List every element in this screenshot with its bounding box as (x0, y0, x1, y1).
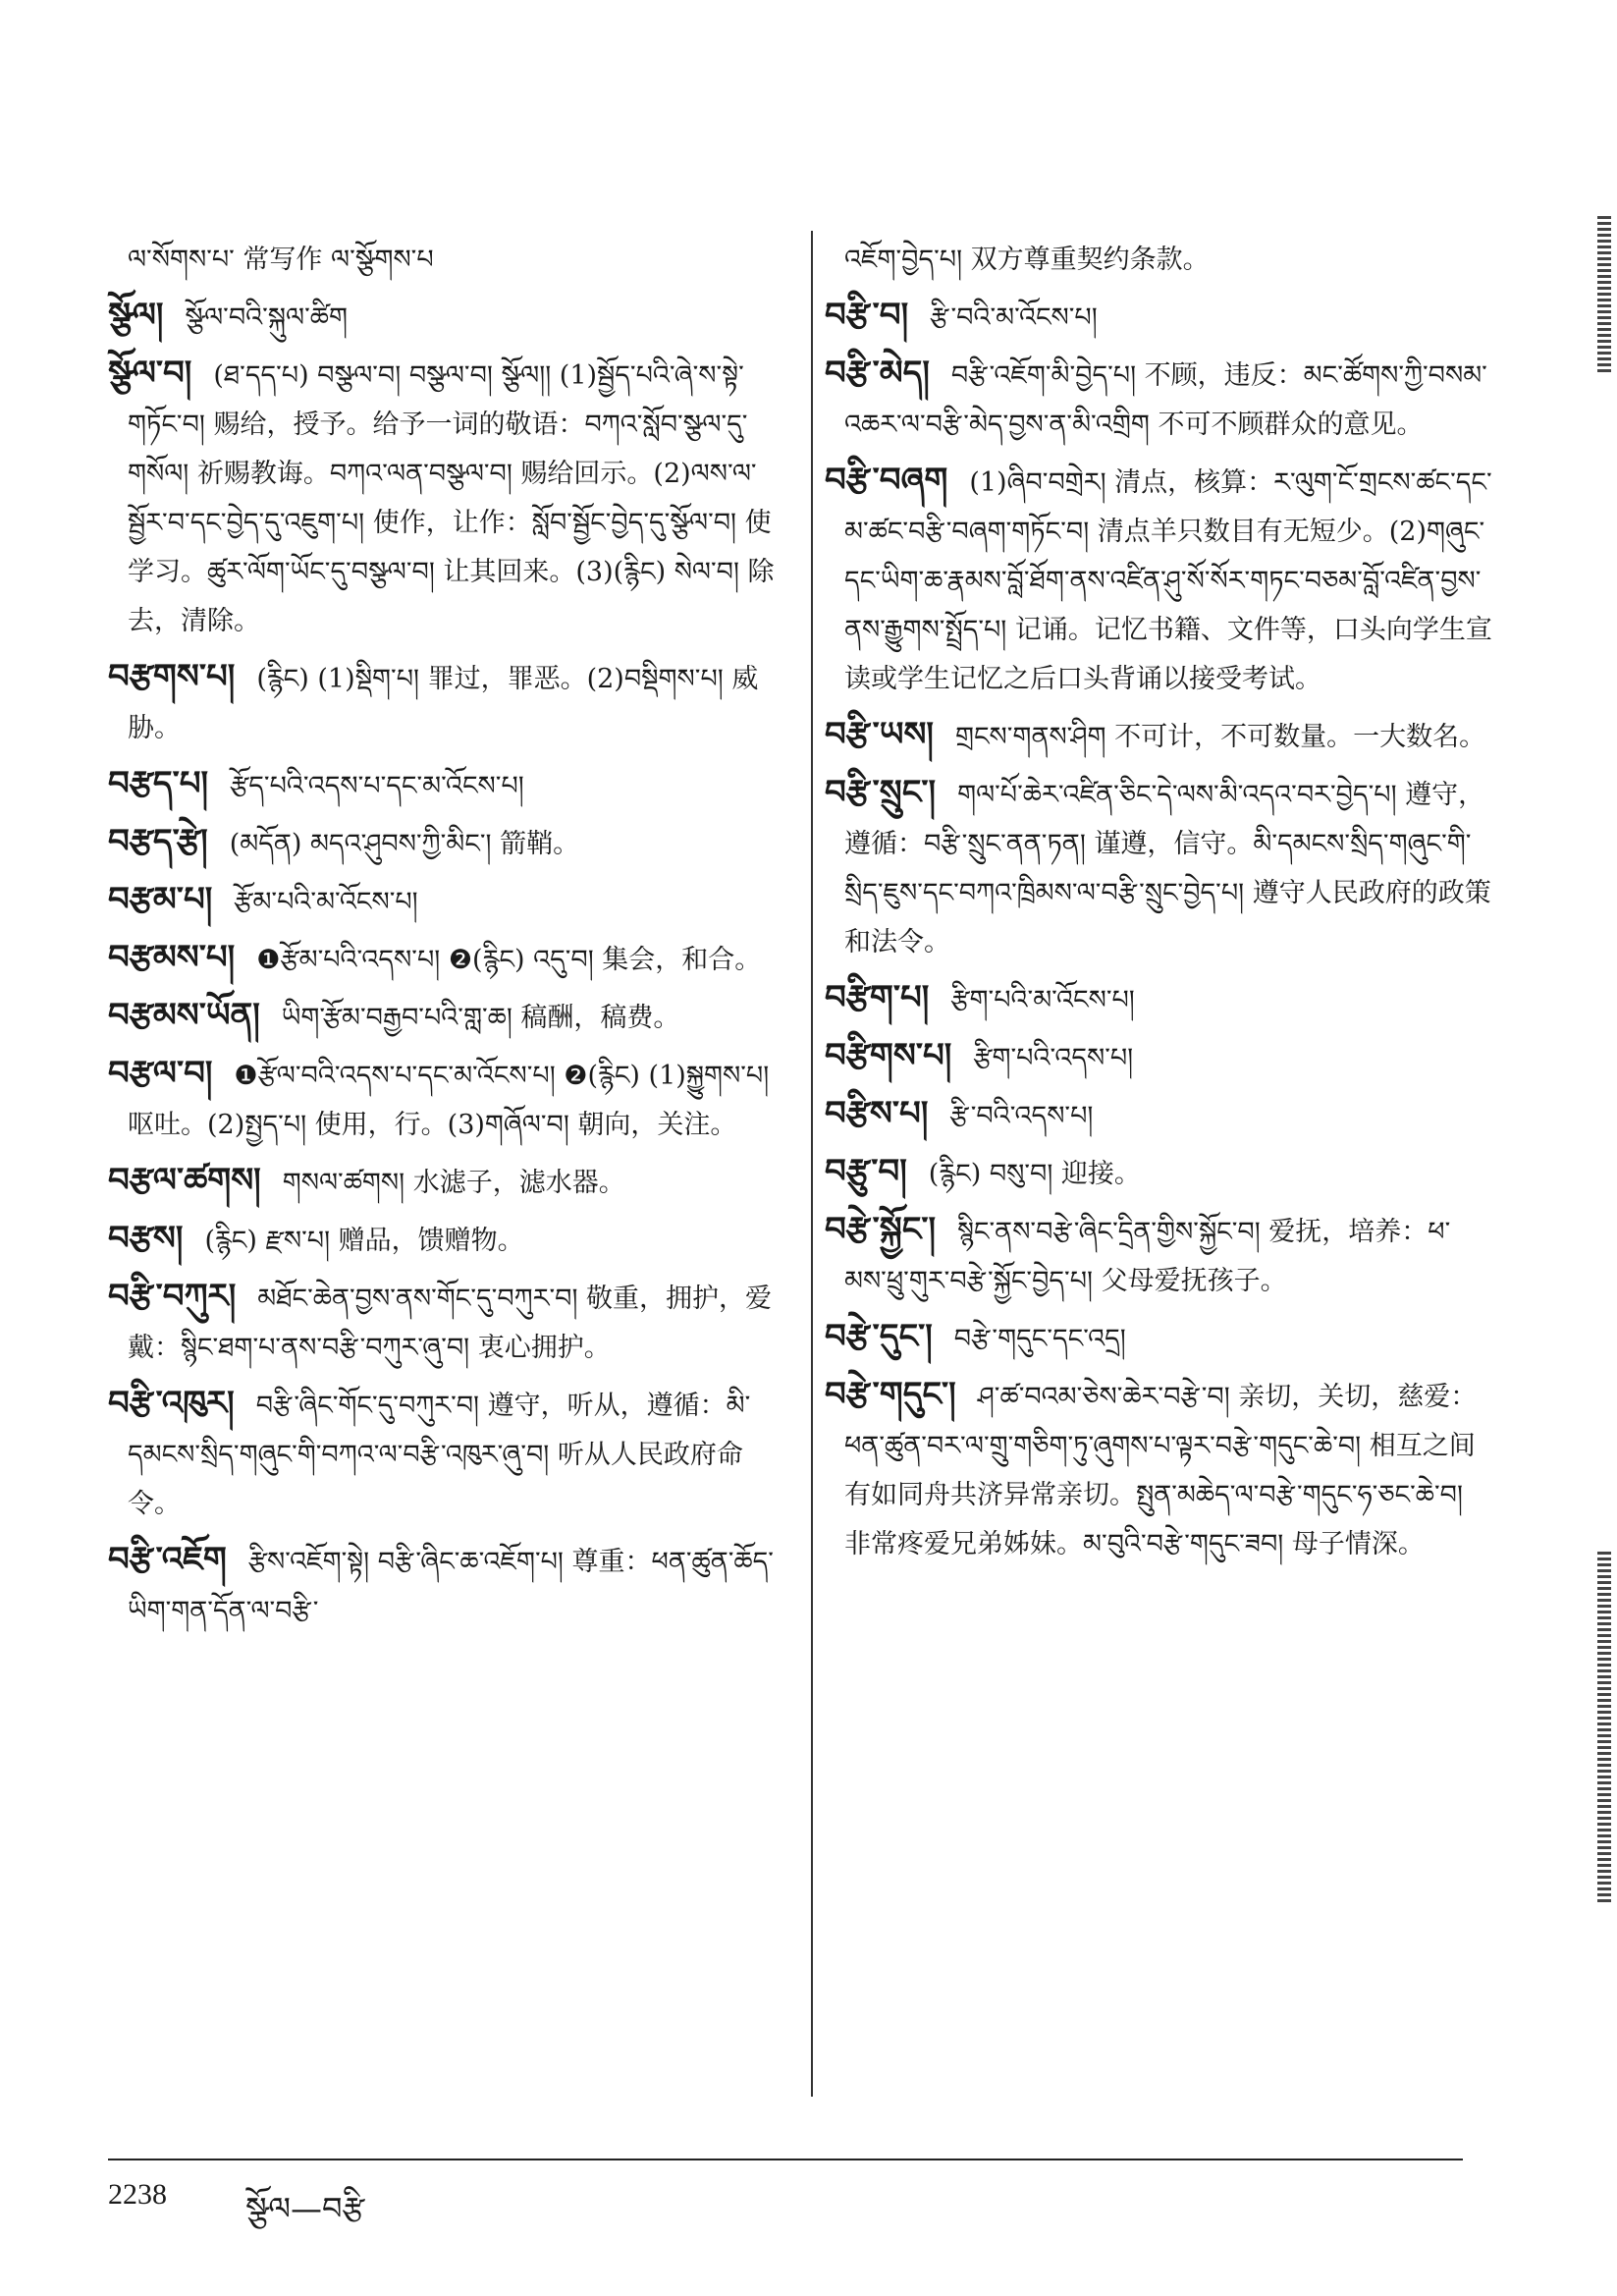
dictionary-entry (825, 710, 1492, 762)
dictionary-entry (128, 236, 785, 285)
entry-headword: བརྩི་བ། (825, 296, 909, 335)
entry-definition: རྩིག་པའི་འདས་པ། (973, 1043, 1134, 1073)
entry-definition: འཇོག་བྱེད་པ། 双方尊重契约条款。 (844, 245, 1210, 275)
entry-headword: བརྩི་འཁུར། (108, 1384, 235, 1423)
entry-definition: རྩོམ་པའི་མ་འོངས་པ། (234, 887, 418, 917)
entry-headword: བརྩི་བཞག (825, 461, 948, 500)
entry-definition: ❶རྩོལ་བའི་འདས་པ་དང་མ་འོངས་པ། ❷(རྙིང) (1)སྐྱུགས་པ། 呕吐。(2)སྤྱད་པ། 使用，行。(3)གཞོལ་བ། 朝向，关注。 (128, 1061, 770, 1140)
entry-headword: བརྩམས་ཡོན། (108, 996, 260, 1035)
dictionary-entry (825, 291, 1492, 343)
dictionary-entry (108, 933, 785, 985)
entry-definition: རྩི་བའི་མ་འོངས་པ། (930, 302, 1098, 333)
entry-definition: ཤ་ཚ་བའམ་ཅེས་ཆེར་བརྩེ་བ། 亲切，关切，慈爱：ཕན་ཚུན་བར་ལ་གྲུ་གཅིག་ཏུ་ཞུགས་པ་ལྟར་བརྩེ་གདུང་ཆེ་བ། 相互之间有如同舟共济异常亲切。སྤུན་མཆེད་ལ་བརྩེ་གདུང་ཧ་ཅང་ཆེ་བ། 非常疼爱兄弟姊妹。མ་བུའི་བརྩེ་གདུང་ཟབ། 母子情深。 (844, 1382, 1478, 1559)
dictionary-entry (108, 759, 785, 811)
entry-definition: ལ་སོགས་པ་ 常写作 ལ་སྩོགས་པ (128, 245, 434, 275)
dictionary-entry (825, 349, 1492, 450)
dictionary-entry (108, 1156, 785, 1208)
entry-definition: (རྙིང) བསུ་བ། 迎接。 (928, 1159, 1141, 1189)
entry-headword: བརྩི་བཀུར། (108, 1277, 237, 1316)
page-number: 2238 (108, 2178, 167, 2211)
dictionary-entry (825, 1312, 1492, 1364)
entry-definition: མཐོང་ཆེན་བྱས་ནས་གོང་དུ་བཀུར་བ། 敬重，拥护，爱戴：སྙིང་ཐག་པ་ནས་བརྩི་བཀུར་ཞུ་བ། 衷心拥护。 (128, 1284, 773, 1363)
entry-headword: བརྩི་འཇོག (108, 1540, 227, 1579)
entry-headword: བརྩམས་པ། (108, 938, 236, 977)
entry-definition: རྩི་བའི་འདས་པ། (949, 1101, 1094, 1131)
entry-definition: རྩིས་འཇོག་སྟེ། བརྩི་ཞིང་ཆ་འཇོག་པ། 尊重：ཕན་ཚུན་ཆོད་ཡིག་གན་དོན་ལ་བརྩི་ (128, 1547, 774, 1626)
dictionary-entry (108, 291, 785, 343)
entry-definition: ཡིག་རྩོམ་བརྒྱབ་པའི་གླ་ཆ། 稿酬，稿费。 (281, 1003, 680, 1033)
dictionary-entry (108, 652, 785, 753)
entry-definition: (ཐ་དད་པ) བསྩལ་བ། བསྩལ་བ། སྩོལ།། (1)སྦྱོད་པའི་ཞེ་ས་སྟེ་གཏོང་བ། 赐给，授予。给予一词的敬语：བཀའ་སློབ་སྩལ་དུ་གསོལ། 祈赐教诲。བཀའ་ལན་བསྩལ་བ། 赐给回示。(2)ལས་ལ་སྦྱོར་བ་དང་བྱེད་དུ་འཇུག་པ། 使作，让作：སློབ་སྦྱོང་བྱེད་དུ་སྩོལ་བ། 使学习。ཚུར་ལོག་ཡོང་དུ་བསྩལ་བ། 让其回来。(3)(རྙིང) སེལ་བ། 除去，清除。 (128, 360, 775, 636)
entry-headword: བརྩགས་པ། (108, 657, 236, 696)
entry-headword: བརྩིག་པ། (825, 978, 930, 1017)
dictionary-entry (825, 1147, 1492, 1199)
entry-headword: བརྩུ་བ། (825, 1152, 907, 1191)
guide-words: སྩོལ—བརྩི (245, 2190, 365, 2227)
entry-definition: བརྩི་ཞིང་གོང་དུ་བཀུར་བ། 遵守，听从，遵循：མི་དམངས་སྲིད་གཞུང་གི་བཀའ་ལ་བརྩི་འཁུར་ཞུ་བ། 听从人民政府命令。 (128, 1391, 751, 1519)
entry-headword: བརྩི་ཡས། (825, 715, 934, 754)
entry-definition: རྩོད་པའི་འདས་པ་དང་མ་འོངས་པ། (230, 771, 524, 801)
dictionary-entry (108, 1379, 785, 1529)
dictionary-entry (108, 1214, 785, 1266)
entry-definition: (རྙིང) (1)སྡིག་པ། 罪过，罪恶。(2)བསྡིགས་པ། 威胁。 (128, 664, 759, 743)
dictionary-entry (825, 973, 1492, 1025)
dictionary-entry (825, 768, 1492, 967)
entry-headword: བརྩེ་གདུང་། (825, 1375, 956, 1414)
entry-headword: སྩོལ། (108, 296, 164, 335)
entry-headword: བརྩད་པ། (108, 764, 209, 803)
entry-definition: ❶རྩོམ་པའི་འདས་པ། ❷(རྙིང) འདུ་བ། 集会，和合。 (256, 945, 762, 975)
entry-headword: བརྩད་རྩེ། (108, 822, 208, 861)
left-column (108, 236, 785, 1642)
dictionary-entry (825, 1205, 1492, 1306)
entry-headword: བརྩིས་པ། (825, 1094, 929, 1133)
dictionary-entry (825, 1089, 1492, 1141)
footer-rule (108, 2159, 1463, 2160)
dictionary-entry (108, 991, 785, 1043)
entry-definition: (རྙིང) རྫས་པ། 赠品，馈赠物。 (204, 1226, 524, 1256)
entry-definition: བརྩི་འཇོག་མི་བྱེད་པ། 不顾，违反：མང་ཚོགས་ཀྱི་བསམ་འཆར་ལ་བརྩི་མེད་བྱས་ན་མི་འགྲིག 不可不顾群众的意见。 (844, 360, 1487, 440)
entry-definition: སྙིང་ནས་བརྩེ་ཞིང་དྲིན་གྱིས་སྐྱོང་བ། 爱抚，培养：ཕ་མས་ཕྲུ་གུར་བརྩེ་སྐྱོང་བྱེད་པ། 父母爱抚孩子。 (844, 1217, 1451, 1296)
dictionary-entry (108, 349, 785, 646)
dictionary-entry (825, 1031, 1492, 1083)
entry-headword: བརྩས། (108, 1219, 184, 1258)
entry-definition: གལ་པོ་ཆེར་འཛིན་ཅིང་དེ་ལས་མི་འདའ་བར་བྱེད་པ། 遵守，遵循：བརྩི་སྲུང་ནན་ཏན། 谨遵，信守。མི་དམངས་སྲིད་གཞུང་གི་སྲིད་ཇུས་དང་བཀའ་ཁྲིམས་ལ་བརྩི་སྲུང་བྱེད་པ། 遵守人民政府的政策和法令。 (844, 780, 1491, 957)
entry-definition: རྩིག་པའི་མ་འོངས་པ། (950, 985, 1135, 1015)
entry-headword: བརྩེ་སྐྱོང་། (825, 1210, 937, 1249)
dictionary-entry (844, 236, 1492, 285)
entry-definition: (1)ཞིབ་བགྲེར། 清点，核算：ར་ལུག་ངོ་གྲངས་ཚང་དང་མ་ཚང་བརྩི་བཞག་གཏོང་བ། 清点羊只数目有无短少。(2)གཞུང་དང་ཡིག་ཆ་རྣམས་བློ་ཐོག་ནས་འཛིན་ཤུ་སོ་སོར་གཏང་བཅམ་བློ་འཛིན་བྱས་ནས་རྒྱུགས་སྤྲོད་པ། 记诵。记忆书籍、文件等，口头向学生宣读或学生记忆之后口头背诵以接受考试。 (844, 467, 1492, 694)
dictionary-entry (108, 1272, 785, 1373)
entry-definition: བརྩེ་གདུང་དང་འདྲ། (953, 1324, 1126, 1354)
right-column (825, 236, 1492, 1575)
entry-definition: གསལ་ཚགས། 水滤子，滤水器。 (282, 1168, 625, 1198)
entry-definition: གྲངས་གནས་ཤིག 不可计，不可数量。一大数名。 (954, 722, 1486, 752)
entry-headword: བརྩེ་དུང་། (825, 1317, 933, 1356)
dictionary-entry (108, 1535, 785, 1636)
scan-edge-marks (1590, 0, 1617, 2296)
entry-headword: སྩོལ་བ། (108, 354, 192, 393)
dictionary-entry (825, 1370, 1492, 1569)
dictionary-entry (108, 1049, 785, 1150)
entry-definition: སྩོལ་བའི་སྐུལ་ཚིག (185, 302, 348, 333)
dictionary-entry (108, 817, 785, 869)
column-divider (811, 231, 813, 2097)
dictionary-entry (825, 456, 1492, 704)
entry-headword: བརྩི་སྲུང་། (825, 773, 937, 812)
entry-definition: (མདོན) མདའ་ཤུབས་ཀྱི་མིང་། 箭鞘。 (229, 829, 580, 859)
entry-headword: བརྩམ་པ། (108, 880, 213, 919)
entry-headword: བརྩལ་ཚགས། (108, 1161, 261, 1200)
entry-headword: བརྩི་མེད། (825, 354, 930, 393)
entry-headword: བརྩལ་བ། (108, 1054, 213, 1093)
entry-headword: བརྩིགས་པ། (825, 1036, 952, 1075)
dictionary-entry (108, 875, 785, 927)
